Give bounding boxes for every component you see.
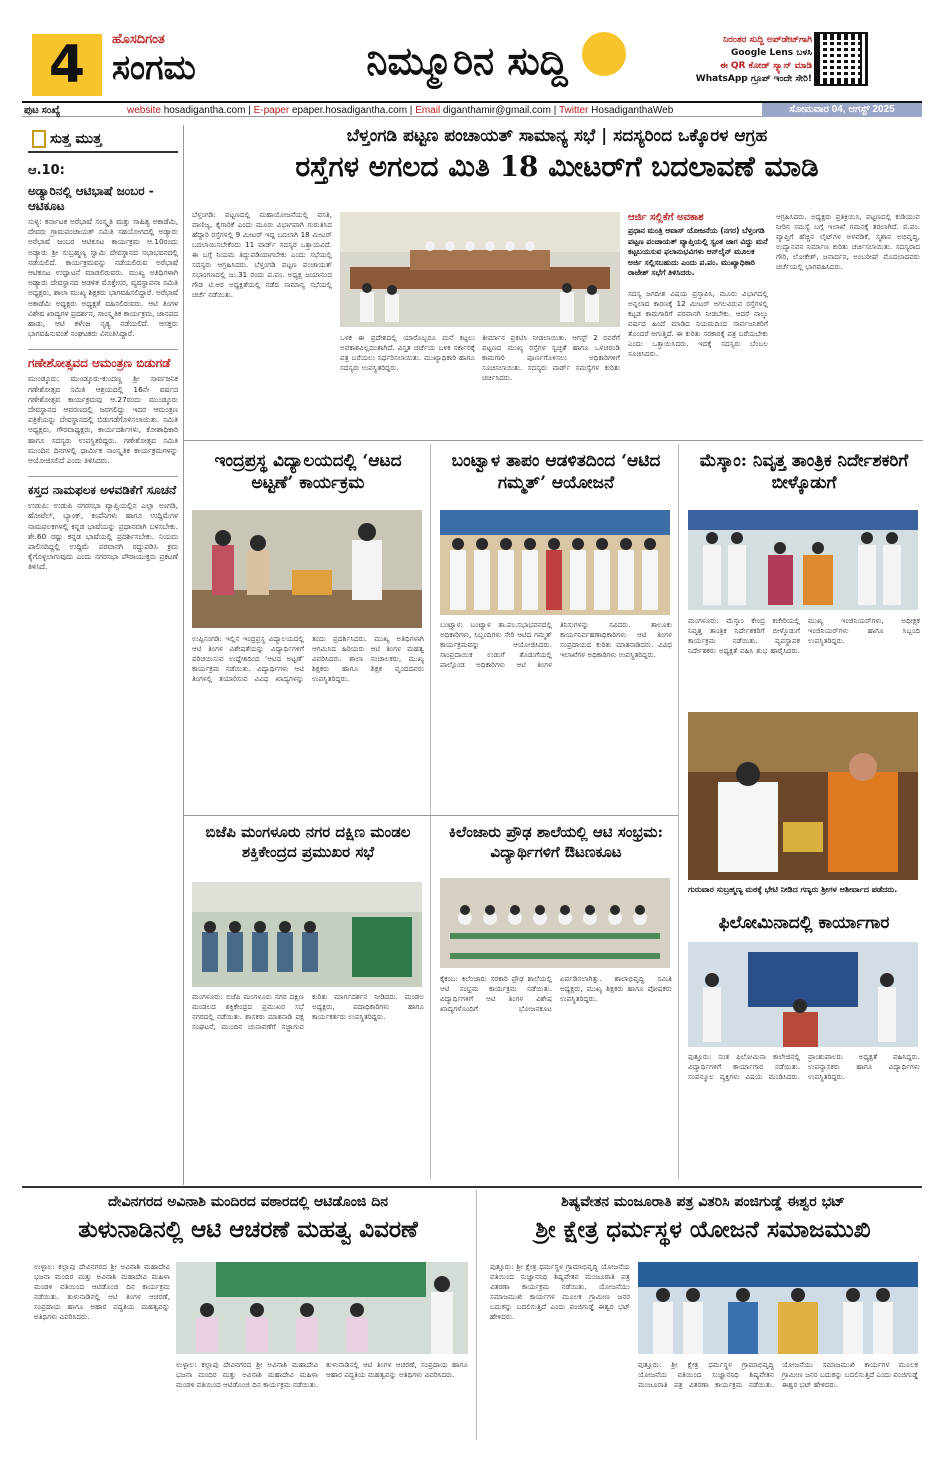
brief-headline: ಗಣೇಶೋತ್ಸವದ ಆಮಂತ್ರಣ ಬಿಡುಗಡೆ (28, 349, 178, 371)
info-box-title: ಆರ್ಜಿ ಸಲ್ಲಿಕೆಗೆ ಅವಕಾಶ (628, 212, 704, 223)
twitter-link[interactable]: HosadiganthaWeb (591, 105, 674, 116)
section-rule (183, 815, 678, 816)
story-photo (192, 510, 422, 628)
masthead (22, 28, 922, 98)
left-column (28, 125, 178, 1185)
story-text: ಉಳ್ಳಾಲ: ಕಲ್ಲಾಪು ದೇವಿನಗರದ ಶ್ರೀ ಅವಿನಾಶಿ ಮಹಾದೇವಿ ಭಜನಾ ಮಂದಿರ ಮತ್ತು ಅವಿನಾಶಿ ಮಹಾದೇವಿ ಮಹಿಳಾ ಮಂಡಳಿ ವತಿಯಿಂದ ಆಟಿಡೊಂಜಿ ದಿನ ಕಾರ್ಯಕ್ರಮ ನಡೆಯಿತು. ತುಳುನಾಡಿನಲ್ಲಿ ಆಟಿ ತಿಂಗಳ ಆಚರಣೆ, ಸಂಪ್ರದಾಯ ಹಾಗೂ ಆಹಾರ ಪದ್ಧತಿಯ ಮಹತ್ವವನ್ನು ಅತಿಥಿಗಳು ವಿವರಿಸಿದರು. (34, 1262, 170, 1321)
issue-date: ಸೋಮವಾರ 04, ಆಗಸ್ಟ್ 2025 (762, 103, 922, 117)
section-rule (22, 1186, 922, 1188)
whatsapp-promo (672, 34, 812, 86)
photo-caption: ಗುರುವಾರ ಸುಬ್ರಹ್ಮಣ್ಯ ಮಠಕ್ಕೆ ಭೇಟಿ ನೀಡಿದ ಗಣ್ಯರು ಶ್ರೀಗಳ ಆಶೀರ್ವಾದ ಪಡೆದರು. (688, 885, 898, 894)
column-rule (678, 444, 679, 1179)
column-rule (430, 444, 431, 1179)
lead-text: ಬೆಳ್ತಂಗಡಿ: ಪಟ್ಟಣದಲ್ಲಿ ಮಹಾಯೋಜನೆಯಲ್ಲಿ ವಸತಿ, ವಾಣಿಜ್ಯ, ಕೈಗಾರಿಕೆ ಎಂದು ಮೂರು ವಿಭಾಗವಾಗಿ ಗುರುತಿಸಿದ ಹೆದ್ದಾರಿ ರಸ್ತೆಗಳಲ್ಲಿ 9 ಮೀಟರ್ ಇದ್ದ ಬದಲಾಗಿ 18 ಮೀಟರ್ ಬದಲಾಯಿಸಬೇಕೆಂದು 11 ವಾರ್ಡ್ ಸದಸ್ಯರ ಒತ್ತಾಯವಿದೆ. ಈ ಬಗ್ಗೆ ನಿಯಮ ತಿದ್ದುಪಡಿಯಾಗಬೇಕು ಎಂದು ಸಭೆಯಲ್ಲಿ ಸದಸ್ಯರು ಆಗ್ರಹಿಸಿದರು. ಬೆಳ್ತಂಗಡಿ ಪಟ್ಟಣ ಪಂಚಾಯತ್ ಸಭಾಂಗಣದಲ್ಲಿ ಜು.31 ರಂದು ಪ.ಪಂ. ಅಧ್ಯಕ್ಷ ಜಯಾನಂದ ಗೌಡ ಟಿ.ಆರ ಅಧ್ಯಕ್ಷತೆಯಲ್ಲಿ ನಡೆದ ಸಾಮಾನ್ಯ ಸಭೆಯಲ್ಲಿ ಚರ್ಚೆ ನಡೆಯಿತು. (192, 210, 332, 299)
story-text: ಪುತ್ತೂರು: ಶ್ರೀ ಕ್ಷೇತ್ರ ಧರ್ಮಸ್ಥಳ ಗ್ರಾಮಾಭಿವೃದ್ಧಿ ಯೋಜನೆಯ ವತಿಯಿಂದ ಸುಜ್ಞಾನನಿಧಿ ಶಿಷ್ಯವೇತನ ಮಂಜೂರಾತಿ ಪತ್ರ ವಿತರಣಾ ಕಾರ್ಯಕ್ರಮ ನಡೆಯಿತು. ಯೋಜನೆಯು ಸಮಾಜಮುಖಿ ಕಾರ್ಯಗಳ ಮೂಲಕ ಗ್ರಾಮೀಣ ಜನರ ಬದುಕನ್ನು ಬದಲಿಸುತ್ತಿದೆ ಎಂದು ಪಂಜಿಗುಡ್ಡೆ ಈಶ್ವರ ಭಟ್ ಹೇಳಿದರು. (490, 1262, 630, 1321)
epaper-label: E-paper (253, 105, 290, 116)
story-headline: ಫಿಲೋಮಿನಾದಲ್ಲಿ ಕಾರ್ಯಾಗಾರ (718, 913, 890, 933)
lead-headline: ರಸ್ತೆಗಳ ಅಗಲದ ಮಿತಿ 18 ಮೀಟರ್‌ಗೆ ಬದಲಾವಣೆ ಮಾಡಿ (295, 150, 819, 183)
epaper-link[interactable]: epaper.hosadigantha.com (291, 105, 408, 116)
column-rule (476, 1190, 477, 1440)
page-number: 4 (32, 34, 102, 96)
story-photo (176, 1262, 468, 1354)
story-photo (440, 510, 670, 615)
bottom-headline: ತುಳುನಾಡಿನಲ್ಲಿ ಆಟಿ ಆಚರಣೆ ಮಹತ್ವ ವಿವರಣೆ (78, 1216, 418, 1243)
section-rule (183, 440, 923, 441)
website-link[interactable]: hosadigantha.com (163, 105, 246, 116)
book-icon (32, 130, 46, 148)
story-photo (688, 942, 918, 1047)
email-link[interactable]: diganthamir@gmail.com (442, 105, 551, 116)
promo-line: ನಿರಂತರ ಸುದ್ದಿ ಅಪ್‌ಡೇಟ್‌ಗಾಗಿ (723, 35, 812, 45)
story-text: ಪುತ್ತೂರು: ಸಂತ ಫಿಲೋಮಿನಾ ಕಾಲೇಜಿನಲ್ಲಿ ವಿದ್ಯಾರ್ಥಿಗಳಿಗೆ ಕಾರ್ಯಾಗಾರ ನಡೆಯಿತು. ಸಂಪನ್ಮೂಲ ವ್ಯಕ್ತಿಗಳು ವಿಷಯ ಮಂಡಿಸಿದರು. ಪ್ರಾಂಶುಪಾಲರು ಅಧ್ಯಕ್ಷತೆ ವಹಿಸಿದ್ದರು. ಉಪನ್ಯಾಸಕರು ಹಾಗೂ ವಿದ್ಯಾರ್ಥಿಗಳು ಉಪಸ್ಥಿತರಿದ್ದರು. (688, 1052, 920, 1081)
party-meeting-photo-svg (192, 882, 422, 987)
lead-text: ಸದಸ್ಯ ಜಗದೀಶ ವಿಷಯ ಪ್ರಸ್ತಾಪಿಸಿ, ಮೂರು ವಿಭಾಗದಲ್ಲಿ ಅನ್ನಲಾದ ಕಾರಣಕ್ಕೆ 12 ಮೀಟರ್ ಅಗಲವಿರುವ ರಸ್ತೆಗಳಲ್ಲಿ ಕಟ್ಟಡ ಕಾಮಗಾರಿಗೆ ಪರವಾನಗಿ ನೀಡಬೇಕು. ಆದರೆ ನಾಲ್ಕು ವರ್ಷದ ಹಿಂದೆ ಮಾಡಿದ ನಿಯಮದಿಂದ ಸಾರ್ವಜನಿಕರಿಗೆ ತೊಂದರೆ ಆಗುತ್ತಿದೆ. ಈ ಕುರಿತು ಸರಕಾರಕ್ಕೆ ಪತ್ರ ಬರೆಯಬೇಕು ಎಂದು ಒತ್ತಾಯಿಸಿದರು. ಇದಕ್ಕೆ ಸದಸ್ಯರು ಬೆಂಬಲ ಸೂಚಿಸಿದರು. (628, 288, 768, 358)
bottom-headline: ಶ್ರೀ ಕ್ಷೇತ್ರ ಧರ್ಮಸ್ಥಳ ಯೋಜನೆ ಸಮಾಜಮುಖಿ (535, 1216, 871, 1243)
story-text: ಕೈಕಂಬ: ಕಿಲೆಂಜಾರು ಸರಕಾರಿ ಪ್ರೌಢ ಶಾಲೆಯಲ್ಲಿ ಆಟಿ ಸಂಭ್ರಮ ಕಾರ್ಯಕ್ರಮ ನಡೆಯಿತು. ವಿದ್ಯಾರ್ಥಿಗಳಿಗೆ ಆಟಿ ತಿಂಗಳ ವಿಶೇಷ ಖಾದ್ಯಗಳೊಂದಿಗೆ ಭೋಜನಕೂಟ ಏರ್ಪಡಿಸಲಾಗಿತ್ತು. ಶಾಲಾಭಿವೃದ್ಧಿ ಸಮಿತಿ ಅಧ್ಯಕ್ಷರು, ಮುಖ್ಯ ಶಿಕ್ಷಕರು ಹಾಗೂ ಪೋಷಕರು ಉಪಸ್ಥಿತರಿದ್ದರು. (440, 974, 672, 1013)
story-photo (192, 882, 422, 987)
brief-text: ಉಡುಪಿ: ಉಡುಪಿ ನಗರಸಭಾ ವ್ಯಾಪ್ತಿಯಲ್ಲಿನ ಎಲ್ಲಾ ಅಂಗಡಿ, ಹೋಟೆಲ್, ಬ್ಯಾಂಕ್, ಕಂಪೆನಿಗಳು ಹಾಗೂ ಉದ್ದಿಮೆಗಳ ನಾಮಫಲಕಗಳಲ್ಲಿ ಕನ್ನಡ ಭಾಷೆಯನ್ನು ಪ್ರಧಾನವಾಗಿ ಬಳಸಬೇಕು. ಶೇ.60 ರಷ್ಟು ಕನ್ನಡ ಭಾಷೆಯಲ್ಲಿ ಪ್ರದರ್ಶಿಸಬೇಕು. ನಿಯಮ ಪಾಲಿಸದಿದ್ದಲ್ಲಿ ಉದ್ದಿಮೆ ಪರವಾನಗಿ ರದ್ದುಪಡಿಸಿ ಕ್ರಮ ಕೈಗೊಳ್ಳಲಾಗುವುದು ಎಂದು ನಗರಸಭಾ ಪೌರಾಯುಕ್ತರು ಪ್ರಕಟಣೆ ತಿಳಿಸಿದೆ. (28, 501, 178, 572)
section-title: ಸುತ್ತ ಮುತ್ತ (50, 131, 102, 147)
lead-text: ಒಳಕ ಈ ಪ್ರದೇಶದಲ್ಲಿ ಯಾರೊಬ್ಬರೂ ಮನೆ ಕಟ್ಟಲು ಅವಕಾಶವಿಲ್ಲದಂತಾಗಿದೆ. ವಿಸ್ತೃತ ಚರ್ಚೆಯ ಬಳಿಕ ಸರ್ಕಾರಕ್ಕೆ ಪತ್ರ ಬರೆಯಲು ನಿರ್ಧರಿಸಲಾಯಿತು. ಮುಖ್ಯಾಧಿಕಾರಿ ಹಾಗೂ ಸದಸ್ಯರು ಉಪಸ್ಥಿತರಿದ್ದರು. (340, 333, 475, 372)
promo-line: Google Lens ಬಳಸಿ (730, 48, 812, 58)
section-header (28, 125, 178, 153)
temple-event-photo-svg (176, 1262, 468, 1354)
story-headline: ಬಂಟ್ವಾಳ ತಾಪಂ ಆಡಳಿತದಿಂದ ‘ಆಟಿದ ಗಮ್ಮತ್’ ಆಯೋಜನೆ (451, 451, 661, 493)
story-headline: ಬಿಜೆಪಿ ಮಂಗಳೂರು ನಗರ ದಕ್ಷಿಣ ಮಂಡಲ ಶಕ್ತಿಕೇಂದ್ರದ ಪ್ರಮುಖರ ಸಭೆ (205, 823, 411, 861)
temple-photo-svg (688, 712, 918, 880)
story-text: ಪುತ್ತೂರು: ಶ್ರೀ ಕ್ಷೇತ್ರ ಧರ್ಮಸ್ಥಳ ಗ್ರಾಮಾಭಿವೃದ್ಧಿ ಯೋಜನೆಯ ವತಿಯಿಂದ ಸುಜ್ಞಾನನಿಧಿ ಶಿಷ್ಯವೇತನ ಮಂಜೂರಾತಿ ಪತ್ರ ವಿತರಣಾ ಕಾರ್ಯಕ್ರಮ ನಡೆಯಿತು. ಯೋಜನೆಯು ಸಮಾಜಮುಖಿ ಕಾರ್ಯಗಳ ಮೂಲಕ ಗ್ರಾಮೀಣ ಜನರ ಬದುಕನ್ನು ಬದಲಿಸುತ್ತಿದೆ ಎಂದು ಪಂಜಿಗುಡ್ಡೆ ಈಶ್ವರ ಭಟ್ ಹೇಳಿದರು. (638, 1360, 918, 1389)
story-photo (440, 878, 670, 968)
story-headline: ಕಿಲೆಂಜಾರು ಪ್ರೌಢ ಶಾಲೆಯಲ್ಲಿ ಆಟಿ ಸಂಭ್ರಮ: ವಿದ್ಯಾರ್ಥಿಗಳಿಗೆ ಔಟಣಕೂಟ (448, 823, 664, 861)
group-photo-svg (440, 510, 670, 615)
brand-logo (102, 30, 322, 96)
website-label: website (127, 105, 161, 116)
story-text: ಮಂಗಳೂರು: ಬಿಜೆಪಿ ಮಂಗಳೂರು ನಗರ ದಕ್ಷಿಣ ಮಂಡಲದ ಶಕ್ತಿಕೇಂದ್ರದ ಪ್ರಮುಖರ ಸಭೆ ನಗರದಲ್ಲಿ ನಡೆಯಿತು. ಶಾಸಕರು ಮಾತನಾಡಿ ಪಕ್ಷ ಸಂಘಟನೆ, ಮುಂದಿನ ಚುನಾವಣೆಗೆ ಸಜ್ಜಾಗುವ ಕುರಿತು ಮಾರ್ಗದರ್ಶನ ನೀಡಿದರು. ಮಂಡಲ ಅಧ್ಯಕ್ಷರು, ಪದಾಧಿಕಾರಿಗಳು ಹಾಗೂ ಕಾರ್ಯಕರ್ತರು ಉಪಸ್ಥಿತರಿದ್ದರು. (192, 992, 424, 1031)
promo-line: ಈ QR ಕೋಡ್ ಸ್ಕ್ಯಾನ್ ಮಾಡಿ (719, 61, 812, 71)
email-label: Email (415, 105, 441, 116)
contact-links: website hosadigantha.com | E-paper epaper.hosadigantha.com | Email diganthamir@gmail.com | Twitter HosadiganthaWeb (127, 105, 674, 116)
brief-headline: ಅಡ್ಯಾರಿನಲ್ಲಿ ಆಟಿಭಾಷೆ ಜಂಬರ - ಆಟಿಕೂಟ (28, 184, 154, 213)
story-text: ಉಪ್ಪಿನಂಗಡಿ: ಇಲ್ಲಿನ ಇಂದ್ರಪ್ರಸ್ಥ ವಿದ್ಯಾಲಯದಲ್ಲಿ ಆಟಿ ತಿಂಗಳ ವಿಶೇಷತೆಯನ್ನು ವಿದ್ಯಾರ್ಥಿಗಳಿಗೆ ಪರಿಚಯಿಸುವ ಉದ್ದೇಶದಿಂದ ‘ಆಟದ ಅಟ್ಟಣೆ’ ಕಾರ್ಯಕ್ರಮ ನಡೆಯಿತು. ವಿದ್ಯಾರ್ಥಿಗಳು ಆಟಿ ತಿಂಗಳಲ್ಲಿ ತಯಾರಿಸುವ ವಿವಿಧ ಖಾದ್ಯಗಳನ್ನು ತಂದು ಪ್ರದರ್ಶಿಸಿದರು. ಮುಖ್ಯ ಅತಿಥಿಗಳಾಗಿ ಆಗಮಿಸಿದ ಹಿರಿಯರು ಆಟಿ ತಿಂಗಳ ಮಹತ್ವ ವಿವರಿಸಿದರು. ಶಾಲಾ ಸಂಚಾಲಕರು, ಮುಖ್ಯ ಶಿಕ್ಷಕರು ಹಾಗೂ ಶಿಕ್ಷಕ ವೃಂದದವರು ಉಪಸ್ಥಿತರಿದ್ದರು. (192, 634, 424, 683)
story-headline: ಇಂದ್ರಪ್ರಸ್ಥ ವಿದ್ಯಾಲಯದಲ್ಲಿ ‘ಆಟದ ಅಟ್ಟಣೆ’ ಕಾರ್ಯಕ್ರಮ (214, 451, 402, 493)
lead-text: ತೀರ್ಮಾನ ಪ್ರಕಟಿಸಿ ನೀಡಲಾಯಿತು. ಆಗಸ್ಟ್ 2 ರವರೆಗೆ ಪಟ್ಟಣದ ಮುಖ್ಯ ರಸ್ತೆಗಳ ಸ್ವಚ್ಛತೆ ಹಾಗೂ ಒಳಚರಂಡಿ ಕಾಮಗಾರಿ ಪೂರ್ಣಗೊಳಿಸಲು ಅಧಿಕಾರಿಗಳಿಗೆ ಸೂಚಿಸಲಾಯಿತು. ಸದಸ್ಯರು ವಾರ್ಡ್ ಸಮಸ್ಯೆಗಳ ಕುರಿತು ಚರ್ಚಿಸಿದರು. (482, 333, 620, 382)
promo-line: WhatsApp ಗ್ರೂಪ್ ಇಂದೇ ಸೇರಿ! (695, 74, 812, 84)
column-divider (183, 125, 184, 1185)
story-text: ಬಂಟ್ವಾಳ: ಬಂಟ್ವಾಳ ತಾ.ಪಂ.ಸಭಾಭವನದಲ್ಲಿ ಅಧಿಕಾರಿಗಳು, ಸಿಬ್ಬಂದಿಗಳು ಸೇರಿ ಆಟಿದ ಗಮ್ಮತ್ ಕಾರ್ಯಕ್ರಮವನ್ನು ಆಯೋಜಿಸಿದರು. ಸಾಂಪ್ರದಾಯಿಕ ಉಡುಗೆ ತೊಡುಗೆಯಲ್ಲಿ ಪಾಲ್ಗೊಂಡ ಅಧಿಕಾರಿಗಳು ಆಟಿ ತಿಂಗಳ ತಿನಿಸುಗಳನ್ನು ಸವಿದರು. ತಾಲೂಕು ಕಾರ್ಯನಿರ್ವಹಣಾಧಿಕಾರಿಗಳು ಆಟಿ ತಿಂಗಳ ಸಂಪ್ರದಾಯದ ಕುರಿತು ಮಾತನಾಡಿದರು. ವಿವಿಧ ಇಲಾಖೆಗಳ ಅಧಿಕಾರಿಗಳು ಉಪಸ್ಥಿತರಿದ್ದರು. (440, 620, 672, 669)
brief-text: ಸುಳ್ಯ: ಕರ್ನಾಟಕ ಅರೆಭಾಷೆ ಸಂಸ್ಕೃತಿ ಮತ್ತು ಸಾಹಿತ್ಯ ಅಕಾಡೆಮಿ, ದೇವರು ಗ್ರಾಮಪಂಚಾಯತ್ ಸಮಿತಿ ಸಹಯೋಗದಲ್ಲಿ ಅಡ್ಯಾರು ಅರೆಭಾಷೆ ಜಂಬರ ಆಟಿಕೂಟ ಕಾರ್ಯಕ್ರಮ ಆ.10ರಂದು ಅಡ್ಯಾರು ಶ್ರೀ ಸುಬ್ರಹ್ಮಣ್ಯ ಸ್ವಾಮಿ ದೇವಸ್ಥಾನದ ಸಭಾಭವನದಲ್ಲಿ ನಡೆಯಲಿದೆ. ಕಾರ್ಯಕ್ರಮವನ್ನು ನಡೆಯಲಿರುವ ಅರೆಭಾಷೆ ಆಟಿಕೂಟ ಉದ್ಘಾಟನೆ ಮಾಡಲಿರುವರು. ಮುಖ್ಯ ಅತಿಥಿಗಳಾಗಿ ಅಡ್ಯಾರು ದೇವಸ್ಥಾನದ ಆಡಳಿತ ಮೊಕ್ತೇಸರ, ವ್ಯವಸ್ಥಾಪನಾ ಸಮಿತಿ ಅಧ್ಯಕ್ಷರು, ಶಾಲಾ ಮುಖ್ಯ ಶಿಕ್ಷಕರು ಭಾಗವಹಿಸಲಿದ್ದಾರೆ. ಅರೆಭಾಷೆ ಅಕಾಡೆಮಿ ಅಧ್ಯಕ್ಷರು ಅಧ್ಯಕ್ಷತೆ ವಹಿಸಲಿರುವರು. ಆಟಿ ತಿಂಗಳ ವಿಶೇಷ ಖಾದ್ಯಗಳ ಪ್ರದರ್ಶನ, ಸಾಂಸ್ಕೃತಿಕ ಕಾರ್ಯಕ್ರಮ, ಜಾನಪದ ಹಾಡು, ಆಟಿ ಕಳೆಂಜ ನೃತ್ಯ ನಡೆಯಲಿದೆ. ಆಸಕ್ತರು ಭಾಗವಹಿಸುವಂತೆ ಸಂಘಟಕರು ವಿನಂತಿಸಿದ್ದಾರೆ. (28, 217, 178, 339)
meeting-photo-svg (340, 212, 620, 327)
pages-label: ಪುಟ ಸಂಖ್ಯೆ (24, 105, 61, 116)
qr-code-icon[interactable] (814, 32, 868, 86)
twitter-label: Twitter (558, 105, 589, 116)
bottom-kicker: ಶಿಷ್ಯವೇತನ ಮಂಜೂರಾತಿ ಪತ್ರ ವಿತರಿಸಿ ಪಂಜಿಗುಡ್ಡೆ ಈಶ್ವರ ಭಟ್ (561, 1194, 845, 1210)
supplement-title: ನಿಮ್ಮೂರಿನ ಸುದ್ದಿ (366, 38, 568, 83)
brief-date: ಆ.10: (28, 163, 65, 178)
workshop-photo-svg (688, 942, 918, 1047)
brand-small: ಹೊಸದಿಗಂತ (112, 32, 165, 47)
brief-headline: ಕಸ್ತದ ನಾಮಫಲಕ ಅಳವಡಿಕೆಗೆ ಸೂಚನೆ (28, 476, 178, 498)
story-photo (688, 510, 918, 610)
brief-text: ಮುಂಡ್ಕೂರು: ಮುಂಡ್ಕೂರು-ಕುಂದಣ್ಣ ಶ್ರೀ ಸಾರ್ವಜನಿಕ ಗಣೇಶೋತ್ಸವ ಸಮಿತಿ ಆಶ್ರಯದಲ್ಲಿ 16ನೇ ವರ್ಷದ ಗಣೇಶೋತ್ಸವ ಕಾರ್ಯಕ್ರಮವು ಆ.27ರಂದು ಮುಂಡ್ಕೂರು ದೇವಸ್ಥಾನದ ಆವರಣದಲ್ಲಿ ಜರಗಲಿದ್ದು ಇದರ ಆಮಂತ್ರಣ ಪತ್ರಿಕೆಯನ್ನು ದೇವಸ್ಥಾನದಲ್ಲಿ ಬಿಡುಗಡೆಗೊಳಿಸಲಾಯಿತು. ಸಮಿತಿ ಅಧ್ಯಕ್ಷರು, ಗೌರವಾಧ್ಯಕ್ಷರು, ಕಾರ್ಯದರ್ಶಿಗಳು, ಕೋಶಾಧಿಕಾರಿ ಹಾಗೂ ಸದಸ್ಯರು ಉಪಸ್ಥಿತರಿದ್ದರು. ಗಣೇಶೋತ್ಸವ ಸಮಿತಿ ಮುಂದಿನ ದಿನಗಳಲ್ಲಿ ಧಾರ್ಮಿಕ ಸಾಂಸ್ಕೃತಿಕ ಕಾರ್ಯಕ್ರಮಗಳನ್ನು ಆಯೋಜಿಸಲಿದೆ ಎಂದು ತಿಳಿಸಿದರು. (28, 374, 178, 466)
lead-photo (340, 212, 620, 327)
story-photo (688, 712, 918, 880)
story-photo (638, 1262, 918, 1354)
brand-name: ಸಂಗಮ (112, 48, 196, 88)
info-box-text: ಪ್ರಧಾನ ಮಂತ್ರಿ ಆವಾಸ್ ಯೋಜನೆಯ (ನಗರ) ಬೆಳ್ತಂಗಡಿ ಪಟ್ಟಣ ಪಂಚಾಯತ್ ವ್ಯಾಪ್ತಿಯಲ್ಲಿ ಸ್ವಂತ ಜಾಗ ವಿದ್ದು ಮನೆ ಕಟ್ಟಬಯಸುವ ಫಲಾನುಭವಿಗಳು ಆನ್‌ಲೈನ್ ಮೂಲಕ ಅರ್ಜಿ ಸಲ್ಲಿಸಬಹುದು ಎಂದು ಪ.ಪಂ. ಮುಖ್ಯಾಧಿಕಾರಿ ರಾಜೇಶ್ ಸಭೆಗೆ ತಿಳಿಸಿದರು. (628, 226, 768, 277)
story-text: ಉಳ್ಳಾಲ: ಕಲ್ಲಾಪು ದೇವಿನಗರದ ಶ್ರೀ ಅವಿನಾಶಿ ಮಹಾದೇವಿ ಭಜನಾ ಮಂದಿರ ಮತ್ತು ಅವಿನಾಶಿ ಮಹಾದೇವಿ ಮಹಿಳಾ ಮಂಡಳಿ ವತಿಯಿಂದ ಆಟಿಡೊಂಜಿ ದಿನ ಕಾರ್ಯಕ್ರಮ ನಡೆಯಿತು. ತುಳುನಾಡಿನಲ್ಲಿ ಆಟಿ ತಿಂಗಳ ಆಚರಣೆ, ಸಂಪ್ರದಾಯ ಹಾಗೂ ಆಹಾರ ಪದ್ಧತಿಯ ಮಹತ್ವವನ್ನು ಅತಿಥಿಗಳು ವಿವರಿಸಿದರು. (176, 1360, 468, 1389)
story-text: ಮಂಗಳೂರು: ಮೆಸ್ಕಾಂ ಕೇಂದ್ರ ಕಚೇರಿಯಲ್ಲಿ ನಿವೃತ್ತ ತಾಂತ್ರಿಕ ನಿರ್ದೇಶಕರಿಗೆ ಬೀಳ್ಕೊಡುಗೆ ಕಾರ್ಯಕ್ರಮ ನಡೆಯಿತು. ವ್ಯವಸ್ಥಾಪಕ ನಿರ್ದೇಶಕರು ಅಧ್ಯಕ್ಷತೆ ವಹಿಸಿ ಶುಭ ಹಾರೈಸಿದರು. ಮುಖ್ಯ ಇಂಜಿನಿಯರ್‌ಗಳು, ಅಧೀಕ್ಷಕ ಇಂಜಿನಿಯರ್‌ಗಳು ಹಾಗೂ ಸಿಬ್ಬಂದಿ ಉಪಸ್ಥಿತರಿದ್ದರು. (688, 616, 920, 655)
farewell-photo-svg (688, 510, 918, 610)
info-box (628, 212, 768, 434)
lead-text: ಆಗ್ರಹಿಸಿದರು. ಅಧ್ಯಕ್ಷರು ಪ್ರತಿಕ್ರಿಯಿಸಿ, ಪಟ್ಟಣದಲ್ಲಿ ಕುಡಿಯುವ ನೀರಿನ ಸಮಸ್ಯೆ ಬಗ್ಗೆ ಇಲಾಖೆ ಗಮನಕ್ಕೆ ತರಲಾಗಿದೆ. ಪ.ಪಂ. ವ್ಯಾಪ್ತಿಗೆ ಹೆಚ್ಚಿನ ಲೈಟ್‌ಗಳ ಅಳವಡಿಕೆ, ಸ್ಮಶಾನ ಅಭಿವೃದ್ಧಿ, ಉದ್ಯಾನವನ ನಿರ್ಮಾಣ ಕುರಿತು ಚರ್ಚಿಸಲಾಯಿತು. ಸದಸ್ಯರಾದ ಗೌರಿ, ಲೋಕೇಶ್, ಜನಾರ್ದನ, ಅಂಬರೀಷ್ ಮೊದಲಾದವರು ಚರ್ಚೆಯಲ್ಲಿ ಭಾಗವಹಿಸಿದರು. (776, 212, 920, 271)
info-bar (22, 101, 922, 117)
lead-kicker: ಬೆಳ್ತಂಗಡಿ ಪಟ್ಟಣ ಪಂಚಾಯತ್ ಸಾಮಾನ್ಯ ಸಭೆ | ಸದಸ್ಯರಿಂದ ಒಕ್ಕೊರಳ ಆಗ್ರಹ (346, 126, 768, 146)
lunch-photo-svg (440, 878, 670, 968)
school-photo-svg (192, 510, 422, 628)
scholarship-photo-svg (638, 1262, 918, 1354)
story-headline: ಮೆಸ್ಕಾಂ: ನಿವೃತ್ತ ತಾಂತ್ರಿಕ ನಿರ್ದೇಶಕರಿಗೆ ಬೀಳ್ಕೊಡುಗೆ (699, 451, 909, 493)
bottom-kicker: ದೇವಿನಗರದ ಅವಿನಾಶಿ ಮಂದಿರದ ವಠಾರದಲ್ಲಿ ಆಟಿಡೊಂಜಿ ದಿನ (107, 1194, 389, 1210)
